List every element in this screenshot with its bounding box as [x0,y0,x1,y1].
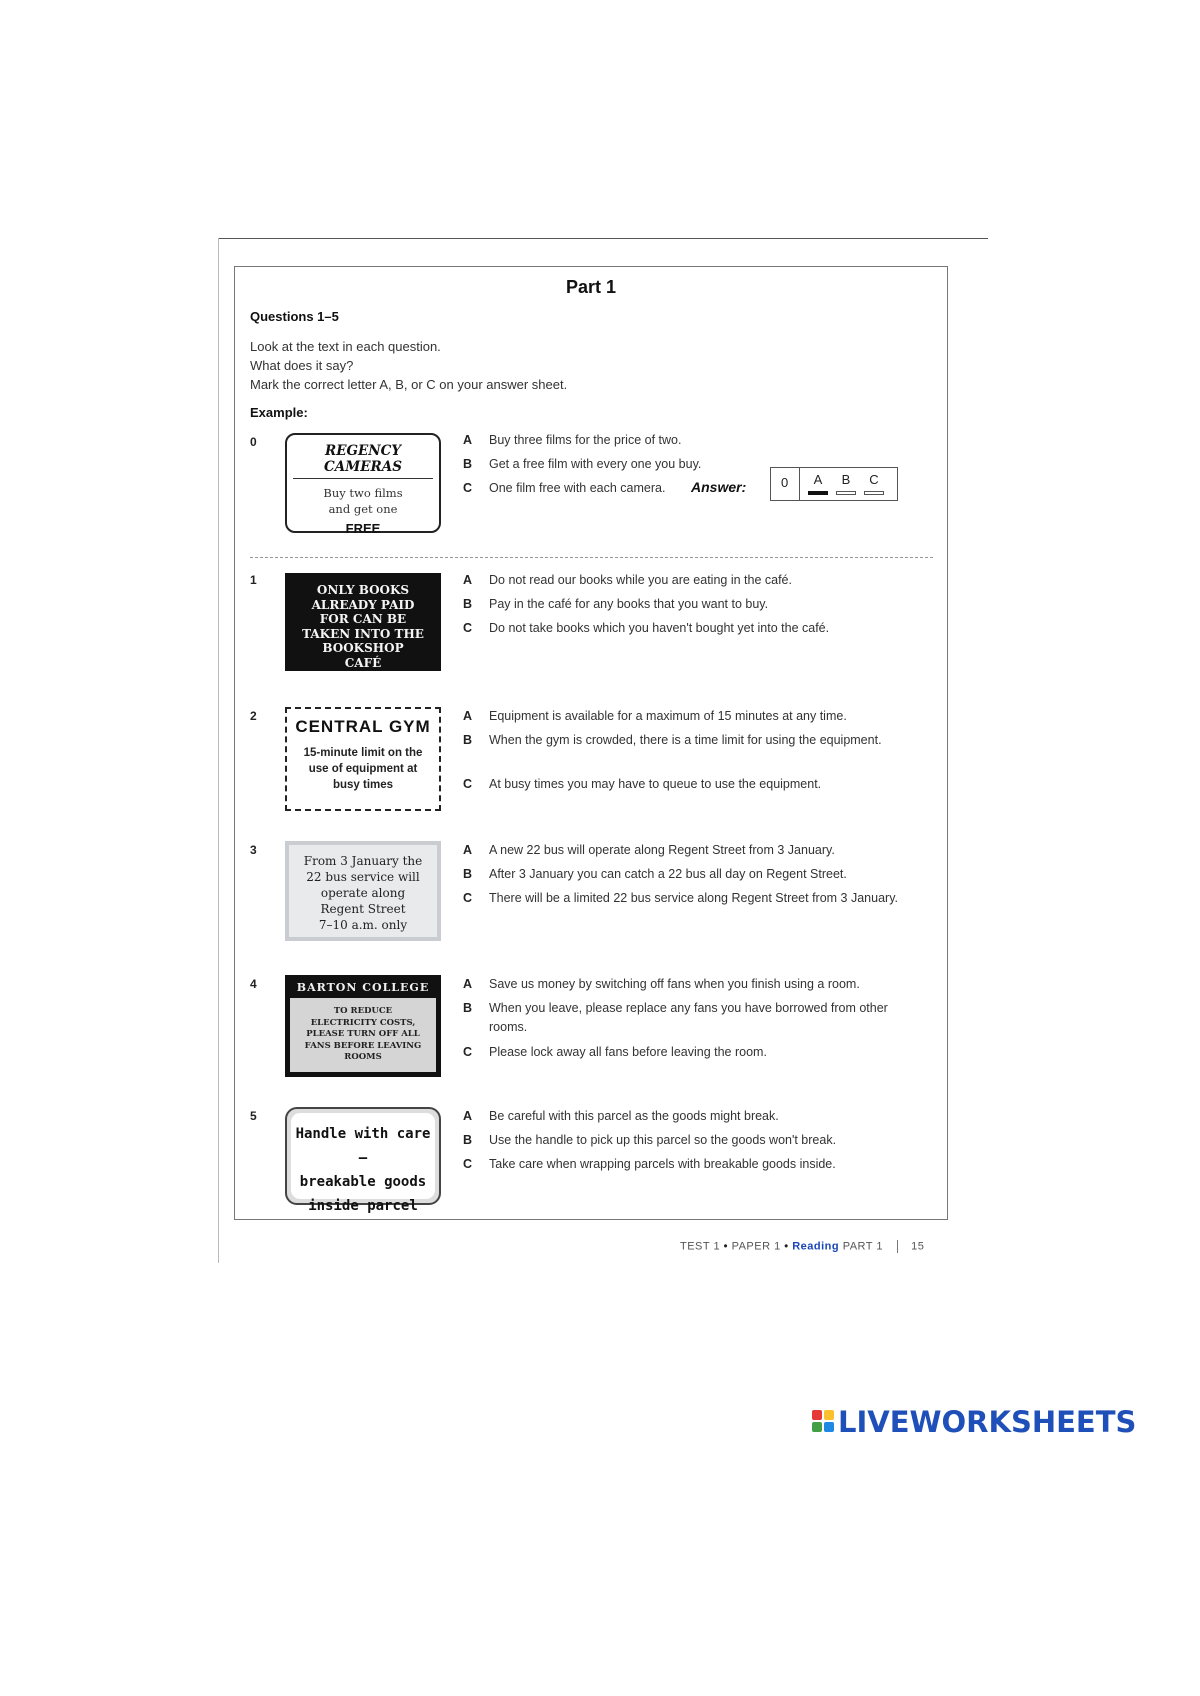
question-number: 0 [250,435,257,449]
sign-text: TO REDUCE [333,1006,393,1016]
sign-text: 7–10 a.m. only [318,918,408,932]
instruction-line: Look at the text in each question. [250,339,441,354]
option-letter: A [463,977,473,991]
answer-number: 0 [781,475,789,490]
option-letter: B [463,1001,473,1015]
sign-text: operate along [320,886,406,900]
option-c[interactable] [463,889,903,908]
question-number: 2 [250,709,257,723]
sign-central-gym [285,707,441,811]
left-margin-rule [218,238,219,1263]
option-letter: A [463,433,473,447]
option-c[interactable] [463,1155,903,1174]
sign-panel [291,1113,435,1214]
option-letter: A [463,573,473,587]
option-letter: C [463,1045,473,1059]
example-label: Example: [250,405,308,420]
top-rule [218,238,988,239]
option-a[interactable] [463,431,903,450]
option-b[interactable] [463,865,903,884]
option-text: Do not take books which you haven't bought yet into the café. [489,621,830,635]
page-footer [680,1240,924,1253]
liveworksheets-wordmark: LIVEWORKSHEETS [838,1405,1137,1439]
option-b[interactable] [463,595,903,614]
sign-text: FANS BEFORE LEAVING [304,1040,422,1051]
sign-text: breakable goods [299,1174,427,1190]
sign-text: FREE [345,521,381,536]
sign-text: CAFÉ [344,655,382,670]
option-letter: A [463,843,473,857]
sign-text: busy times [332,779,394,791]
instruction-line: What does it say? [250,358,354,373]
sign-text: PLEASE TURN OFF ALL [306,1029,420,1039]
option-text: There will be a limited 22 bus service along Regent Street from 3 January. [489,891,898,905]
sign-text: 22 bus service will [306,870,420,884]
question-number: 1 [250,573,257,587]
option-c[interactable] [463,619,903,638]
option-text: When you leave, please replace any fans you have borrowed from other rooms. [489,1001,888,1034]
answer-mark-c [864,491,884,495]
option-text: Do not read our books while you are eating in the café. [489,573,792,587]
footer-section: Reading [792,1240,840,1253]
option-a[interactable] [463,1107,903,1126]
option-letter: C [463,1157,473,1171]
answer-mark-a [808,491,828,495]
option-b[interactable] [463,1131,903,1150]
sign-handle-with-care [285,1107,441,1214]
option-letter: C [463,621,473,635]
option-letter: B [463,1133,473,1147]
option-text: Take care when wrapping parcels with breakable goods inside. [489,1157,836,1171]
sign-text: REGENCY CAMERAS [293,443,433,479]
option-text: A new 22 bus will operate along Regent Street from 3 January. [489,843,835,857]
option-text: One film free with each camera. [489,481,666,495]
sign-text: ELECTRICITY COSTS, [310,1017,416,1028]
answer-mark-b [836,491,856,495]
sign-text: ALREADY PAID [311,597,415,612]
sign-bookshop-cafe [285,573,441,671]
option-text: Use the handle to pick up this parcel so the goods won't break. [489,1133,837,1147]
option-c[interactable] [463,1043,903,1062]
footer-divider [897,1240,898,1253]
sign-text: Regent Street [320,902,406,916]
question-number: 4 [250,977,257,991]
option-c[interactable] [463,775,903,794]
sign-barton-college [285,975,441,1077]
option-text: Buy three films for the price of two. [489,433,682,447]
option-letter: C [463,777,473,791]
answer-label: Answer: [691,479,747,495]
answer-choice-c: C [869,472,879,487]
example-separator [250,557,933,558]
option-letter: B [463,867,473,881]
sign-text: 15-minute limit on the [303,747,423,759]
sign-text: ROOMS [344,1052,382,1062]
question-number: 5 [250,1109,257,1123]
instruction-line: Mark the correct letter A, B, or C on your answer sheet. [250,377,568,392]
liveworksheets-logo-icon [812,1410,834,1432]
option-letter: B [463,733,473,747]
exam-page-frame [234,266,948,1220]
option-letter: B [463,457,473,471]
option-letter: B [463,597,473,611]
option-text: Pay in the café for any books that you want to buy. [489,597,769,611]
sign-text: use of equipment at [308,763,418,775]
sign-bus-service [285,841,441,941]
footer-bullet: • [784,1240,789,1253]
question-number: 3 [250,843,257,857]
option-a[interactable] [463,707,903,726]
questions-heading: Questions 1–5 [250,309,339,324]
option-a[interactable] [463,571,903,590]
sign-text: From 3 January the [303,854,423,868]
sign-text: BOOKSHOP [322,641,404,655]
option-text: Please lock away all fans before leaving the room. [489,1045,767,1059]
part-title: Part 1 [565,277,617,297]
example-answer-box [770,467,898,501]
option-letter: C [463,891,473,905]
footer-test: TEST 1 [680,1240,721,1253]
option-letter: C [463,481,473,495]
option-text: When the gym is crowded, there is a time limit for using the equipment. [489,733,882,747]
option-a[interactable] [463,841,903,860]
option-b[interactable] [463,731,903,750]
option-b[interactable] [463,999,903,1037]
footer-paper: PAPER 1 [731,1240,781,1253]
option-text: After 3 January you can catch a 22 bus all day on Regent Street. [489,867,847,881]
answer-divider [799,468,800,500]
sign-text: FOR CAN BE [319,612,407,626]
sign-panel [289,845,437,937]
sign-panel [290,998,436,1072]
sign-text: Buy two films [323,486,403,500]
footer-part: PART 1 [842,1240,883,1253]
answer-choice-b: B [841,472,851,487]
option-letter: A [463,709,473,723]
sign-text: ONLY BOOKS [316,583,410,597]
sign-text: and get one [328,502,398,516]
option-letter: A [463,1109,473,1123]
option-text: At busy times you may have to queue to use the equipment. [489,777,822,791]
sign-regency-cameras [285,433,441,536]
option-text: Save us money by switching off fans when you finish using a room. [489,977,860,991]
option-text: Be careful with this parcel as the goods might break. [489,1109,779,1123]
sign-text: Handle with care – [295,1126,431,1166]
page-number: 15 [911,1240,925,1253]
sign-text: TAKEN INTO THE [302,626,424,641]
sign-text: BARTON COLLEGE [296,981,430,994]
option-text: Equipment is available for a maximum of 15 minutes at any time. [489,709,847,723]
answer-choice-a: A [813,472,823,487]
footer-bullet: • [723,1240,729,1253]
option-a[interactable] [463,975,903,994]
option-text: Get a free film with every one you buy. [489,457,702,471]
sign-text: CENTRAL GYM [295,717,431,736]
sign-text: inside parcel [308,1198,418,1214]
